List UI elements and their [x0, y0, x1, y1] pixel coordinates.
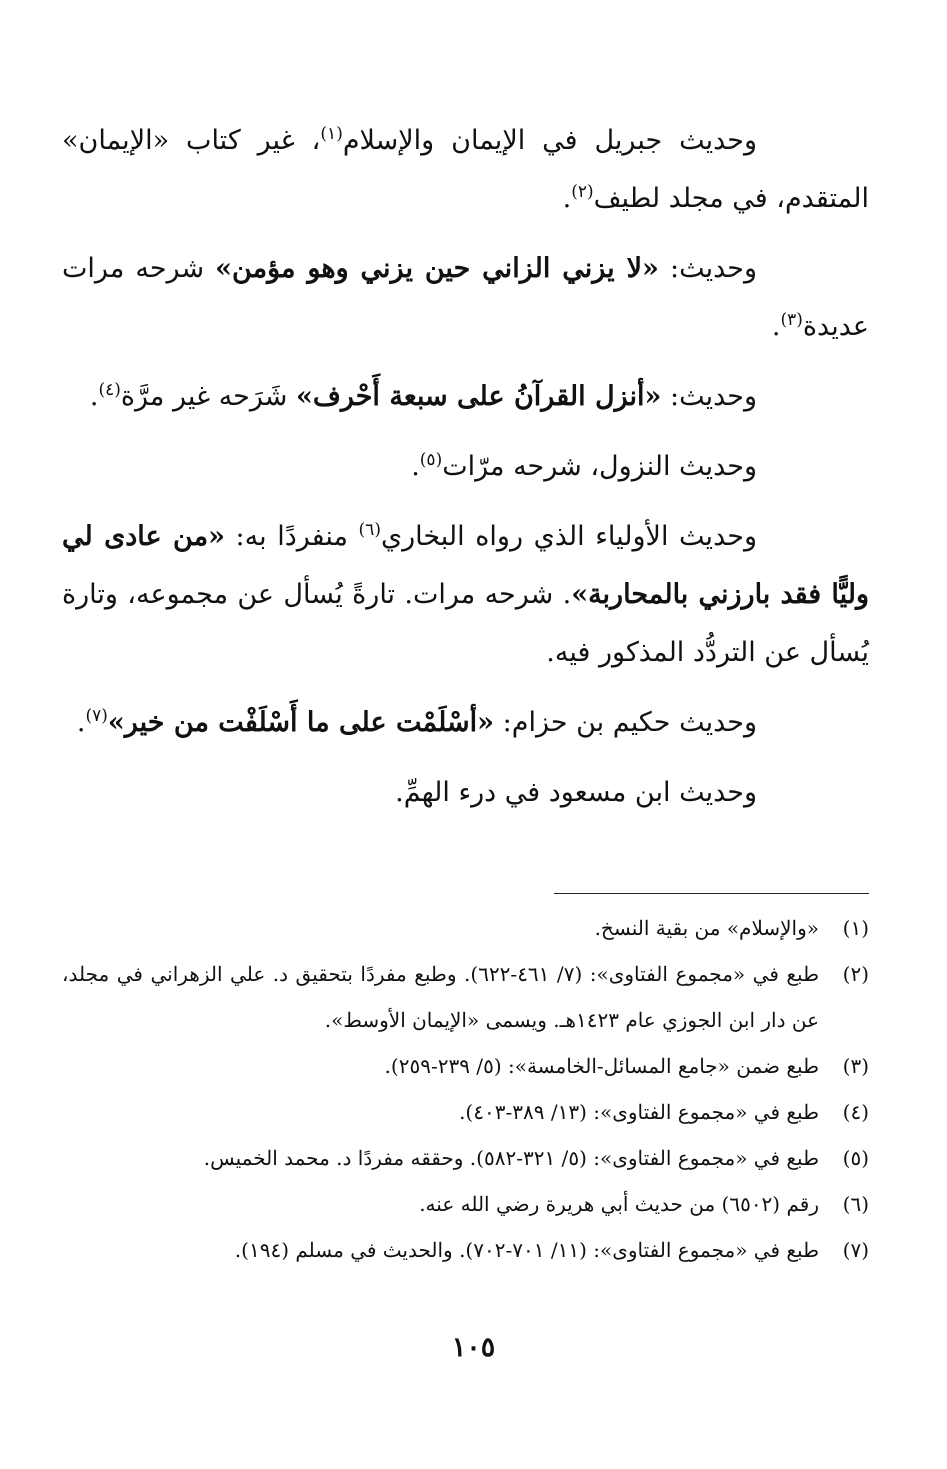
paragraph-text: شَرَحه غير مرَّة — [120, 381, 296, 412]
footnote-ref-7[interactable]: (٧) — [85, 706, 108, 726]
paragraph-text: شرحه مرات عديدة — [62, 253, 869, 342]
footnote-2 — [62, 951, 869, 1043]
footnote-3 — [62, 1043, 869, 1089]
footnote-number: (٧) — [842, 1238, 869, 1262]
paragraph-end: . — [76, 707, 86, 738]
paragraph-ahruf-hadith — [62, 368, 869, 426]
footnote-ref-2[interactable]: (٢) — [571, 182, 594, 202]
paragraph-awliya-hadith — [62, 508, 869, 682]
paragraph-text: . شرحه مرات. تارةً يُسأل عن مجموعه، وتارة يُسأل عن التردُّد المذكور فيه. — [62, 579, 869, 668]
footnote-text: طبع ضمن «جامع المسائل-الخامسة»: (٥/ ٢٣٩-٢٥٩). — [384, 1054, 819, 1078]
footnote-text: رقم (٦٥٠٢) من حديث أبي هريرة رضي الله عنه. — [419, 1192, 819, 1216]
paragraph-zani-hadith — [62, 240, 869, 356]
footnote-4 — [62, 1089, 869, 1135]
main-text — [62, 112, 869, 834]
paragraph-text: وحديث ابن مسعود في درء الهمِّ. — [395, 777, 757, 808]
paragraph-ibn-masud-hadith — [62, 764, 869, 822]
paragraph-end: . — [89, 381, 99, 412]
paragraph-end: . — [411, 451, 420, 482]
paragraph-end: . — [562, 183, 572, 214]
footnote-number: (٤) — [842, 1100, 869, 1124]
footnote-number: (٢) — [842, 962, 869, 986]
footnote-ref-3[interactable]: (٣) — [780, 310, 803, 330]
footnote-number: (١) — [842, 916, 869, 940]
footnote-number: (٦) — [842, 1192, 869, 1216]
paragraph-text: وحديث: — [661, 381, 757, 412]
footnote-ref-1[interactable]: (١) — [320, 124, 343, 144]
paragraph-text: ، غير كتاب «الإيمان» المتقدم، في مجلد لطيف — [62, 125, 869, 214]
paragraph-nuzul-hadith — [62, 438, 869, 496]
footnote-5 — [62, 1135, 869, 1181]
footnote-7 — [62, 1227, 869, 1273]
footnote-number: (٥) — [842, 1146, 869, 1170]
paragraph-hakim-hadith — [62, 694, 869, 752]
hadith-quote: «من عادى لي وليًّا فقد بارزني بالمحاربة» — [62, 521, 869, 610]
hadith-quote: «لا يزني الزاني حين يزني وهو مؤمن» — [215, 253, 659, 284]
footnote-text: طبع في «مجموع الفتاوى»: (٥/ ٣٢١-٥٨٢). وحققه مفردًا د. محمد الخميس. — [203, 1146, 819, 1170]
paragraph-text: وحديث جبريل في الإيمان والإسلام — [342, 125, 758, 156]
paragraph-text: منفردًا به: — [224, 521, 359, 552]
footnotes-section — [62, 905, 869, 1273]
footnote-6 — [62, 1181, 869, 1227]
paragraph-text: وحديث النزول، شرحه مرّات — [442, 451, 757, 482]
paragraph-end: . — [771, 311, 781, 342]
paragraph-text: وحديث حكيم بن حزام: — [494, 707, 757, 738]
footnote-ref-6[interactable]: (٦) — [358, 520, 381, 540]
footnote-1 — [62, 905, 869, 951]
paragraph-text: وحديث الأولياء الذي رواه البخاري — [380, 521, 757, 552]
hadith-quote: «أنزل القرآنُ على سبعة أَحْرف» — [295, 381, 662, 412]
footnote-text: طبع في «مجموع الفتاوى»: (١٣/ ٣٨٩-٤٠٣). — [459, 1100, 819, 1124]
paragraph-text: وحديث: — [658, 253, 757, 284]
footnote-number: (٣) — [842, 1054, 869, 1078]
paragraph-jibril-hadith — [62, 112, 869, 228]
footnote-ref-4[interactable]: (٤) — [98, 380, 121, 400]
footnote-text: طبع في «مجموع الفتاوى»: (٧/ ٤٦١-٦٢٢). وطبع مفردًا بتحقيق د. علي الزهراني في مجلد، عن دار ابن الجوزي عام ١٤٢٣هـ. ويسمى «الإيمان الأوسط». — [62, 962, 819, 1032]
footnote-ref-5[interactable]: (٥) — [419, 450, 443, 470]
footnote-divider — [554, 893, 869, 894]
footnote-text: طبع في «مجموع الفتاوى»: (١١/ ٧٠١-٧٠٢). والحديث في مسلم (١٩٤). — [234, 1238, 819, 1262]
footnote-text: «والإسلام» من بقية النسخ. — [594, 916, 819, 940]
hadith-quote: «أسْلَمْت على ما أَسْلَفْت من خير» — [107, 707, 495, 738]
page-number: ١٠٥ — [451, 1332, 496, 1363]
